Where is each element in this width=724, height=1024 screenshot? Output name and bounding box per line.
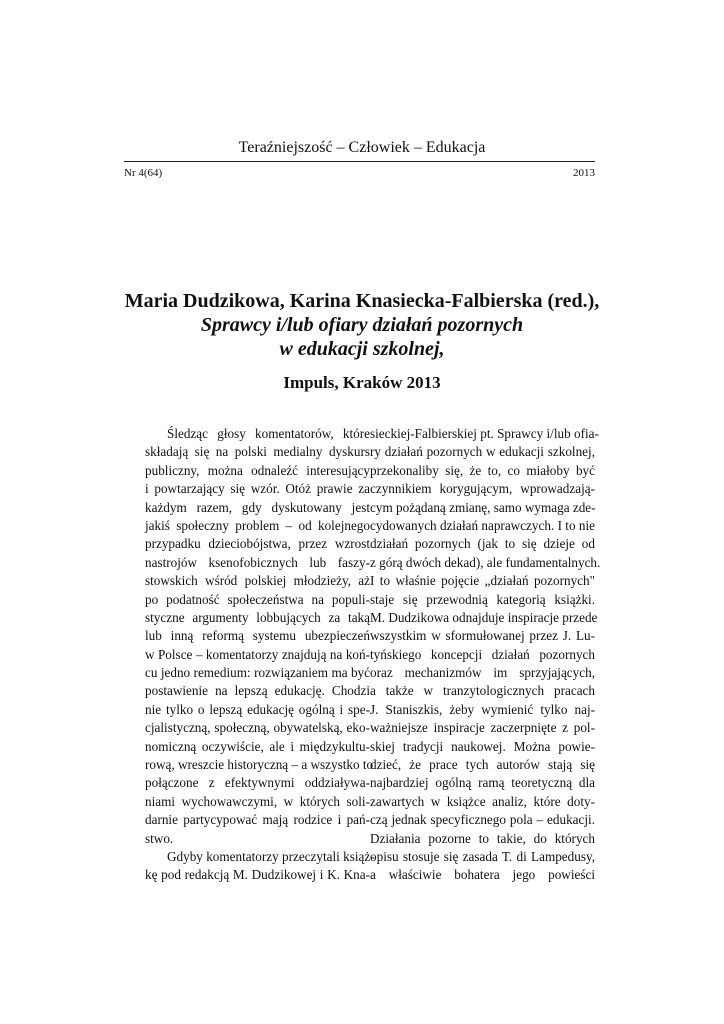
text-line: niami wychowawczymi, w których soli-: [145, 793, 370, 809]
journal-title: Teraźniejszość – Człowiek – Edukacja: [238, 139, 486, 156]
left-text-column: [145, 425, 375, 885]
text-line: jakiś społeczny problem – od kolejnego: [145, 517, 370, 533]
text-line: połączone z efektywnymi oddziaływa-: [145, 775, 370, 791]
text-line: zawartych w książce analiz, które doty-: [370, 793, 595, 809]
publisher-info: Impuls, Kraków 2013: [283, 373, 441, 392]
publication-year: 2013: [573, 167, 595, 179]
text-line: nomiczną oczywiście, ale i międzykultu-: [145, 738, 370, 754]
book-title-line-2: w edukacji szkolnej,: [279, 338, 445, 360]
text-line: czynnikiem korygującym, wprowadzają-: [370, 481, 595, 497]
text-line: tyńskiego koncepcji działań pozornych: [370, 646, 595, 662]
text-line: rową, wreszcie historyczną – a wszystko to: [145, 757, 374, 773]
text-line: nie tylko o lepszą edukację ogólną i spe-: [145, 701, 370, 717]
text-line: przekonaliby się, że to, co miałoby być: [370, 462, 595, 478]
text-line: Śledząc głosy komentatorów, które: [167, 426, 370, 441]
text-line: przypadku dzieciobójstwa, przez wzrost: [145, 536, 370, 552]
text-line: stowskich wśród polskiej młodzieży, aż: [145, 573, 370, 589]
header-divider: [124, 161, 595, 162]
text-line: w Polsce – komentatorzy znajdują na koń-: [145, 646, 370, 662]
text-line: cjalistyczną, społeczną, obywatelską, eko-: [145, 720, 370, 736]
text-line: M. Dudzikowa odnajduje inspiracje przede: [370, 609, 598, 625]
text-line: kę pod redakcją M. Dudzikowej i K. Kna-: [145, 867, 370, 883]
text-line: wszystkim w sformułowanej przez J. Lu-: [370, 628, 595, 644]
text-line: najbardziej ogólną ramą teoretyczną dla: [370, 775, 595, 791]
text-line: oraz mechanizmów im sprzyjających,: [370, 665, 595, 681]
text-line: postawienie na lepszą edukację. Chodzi: [145, 683, 370, 699]
text-line: działań pozornych (jak to się dzieje od: [370, 536, 595, 552]
text-line: I to właśnie pojęcie „działań pozornych": [370, 573, 595, 589]
text-line: opisu stosuje się zasada T. di Lampedusy,: [370, 848, 595, 864]
book-title-line-1: Sprawcy i/lub ofiary działań pozornych: [200, 314, 524, 336]
text-line: dzieć, że prace tych autorów stają się: [370, 757, 595, 773]
text-line: czą jednak specyficznego pola – edukacji.: [370, 812, 595, 828]
review-heading: [90, 289, 634, 394]
text-line: styczne argumenty lobbujących za taką: [145, 609, 370, 625]
text-line: Gdyby komentatorzy przeczytali książ-: [167, 848, 375, 864]
text-line: staje się przewodnią kategorią książki.: [370, 591, 595, 607]
text-line: skiej tradycji naukowej. Można powie-: [370, 738, 595, 754]
right-text-column: [370, 425, 601, 885]
text-line: nastrojów ksenofobicznych lub faszy-: [145, 554, 370, 570]
text-line: sieckiej-Falbierskiej pt. Sprawcy i/lub ofia-: [370, 426, 599, 441]
text-line: J. Staniszkis, żeby wymienić tylko naj-: [370, 701, 595, 717]
text-line: publiczny, można odnaleźć interesujący: [145, 462, 370, 478]
text-line: składają się na polski medialny dyskurs: [145, 444, 370, 460]
text-line: a także w tranzytologicznych pracach: [370, 683, 595, 699]
text-line: cu jedno remedium: rozwiązaniem ma być: [145, 665, 370, 681]
text-line: a właściwie bohatera jego powieści: [370, 867, 595, 883]
text-line: z górą dwóch dekad), ale fundamentalnych.: [370, 554, 601, 570]
text-line: lub inną reformą systemu ubezpieczeń: [145, 628, 370, 644]
text-line: darnie partycypować mają rodzice i pań-: [145, 812, 370, 828]
text-line: ważniejsze inspiracje zaczerpnięte z pol-: [370, 720, 595, 736]
text-line: cydowanych działań naprawczych. I to nie: [370, 517, 595, 533]
text-line: Działania pozorne to takie, do których: [370, 830, 595, 846]
issue-number: Nr 4(64): [124, 167, 163, 179]
text-line: i powtarzający się wzór. Otóż prawie za: [145, 481, 370, 497]
text-line: po podatność społeczeństwa na populi-: [145, 591, 370, 607]
review-authors: Maria Dudzikowa, Karina Knasiecka-Falbierska (red.),: [124, 290, 600, 312]
text-line: każdym razem, gdy dyskutowany jest: [145, 499, 370, 515]
text-line: stwo.: [145, 830, 174, 846]
text-line: ry działań pozornych w edukacji szkolnej,: [370, 444, 595, 460]
text-line: cym pożądaną zmianę, samo wymaga zde-: [370, 499, 596, 515]
